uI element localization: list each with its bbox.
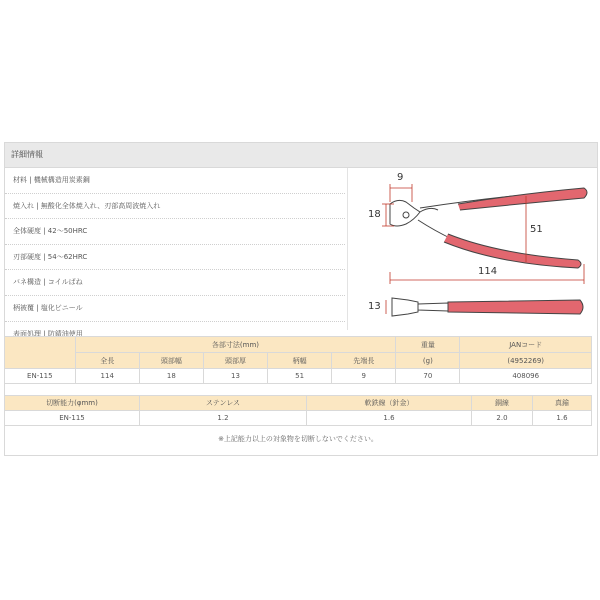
col-overall-length: 全長 (75, 353, 139, 369)
dimensions-table (4, 336, 592, 384)
col-head-width: 頭部幅 (139, 353, 203, 369)
table-row (5, 369, 592, 384)
pliers-drawing (348, 168, 598, 330)
pliers-diagram (347, 168, 598, 330)
value-cell: 13 (203, 369, 267, 384)
model-header-cell (5, 337, 76, 369)
weight-unit: (g) (396, 353, 460, 369)
spec-handle-cover: 柄被覆 | 塩化ビニール (5, 296, 345, 322)
cut-header-stainless: ステンレス (140, 396, 307, 411)
dim-head-thickness: 13 (368, 301, 381, 312)
value-cell: 1.2 (140, 411, 307, 426)
caution-note: ※上記能力以上の対象物を切断しないでください。 (218, 435, 378, 443)
value-cell: 2.0 (472, 411, 533, 426)
pliers-top-view (390, 188, 587, 268)
jan-prefix: (4952269) (460, 353, 592, 369)
model-cell: EN-115 (5, 411, 140, 426)
spec-material: 材料 | 機械構造用炭素鋼 (5, 168, 345, 194)
col-tip-length: 先端長 (332, 353, 396, 369)
dim-handle-width: 51 (530, 224, 543, 235)
dim-head-width: 18 (368, 209, 381, 220)
model-cell: EN-115 (5, 369, 76, 384)
weight-header: 重量 (396, 337, 460, 353)
cut-header-brass: 真鍮 (533, 396, 592, 411)
col-head-thickness: 頭部厚 (203, 353, 267, 369)
spec-surface: 表面処理 | 防錆油使用 (5, 322, 345, 348)
cutting-capacity-table (4, 395, 592, 426)
spec-hardening: 焼入れ | 無酸化全体焼入れ、刃部高周波焼入れ (5, 194, 345, 220)
spec-overall-hardness: 全体硬度 | 42〜50HRC (5, 219, 345, 245)
value-cell: 51 (268, 369, 332, 384)
jan-cell: 408096 (460, 369, 592, 384)
cut-header-soft-wire: 軟鉄線（針金） (307, 396, 472, 411)
value-cell: 114 (75, 369, 139, 384)
spec-spring: バネ構造 | コイルばね (5, 270, 345, 296)
panel-title: 詳細情報 (5, 143, 597, 168)
col-handle-width: 柄幅 (268, 353, 332, 369)
dims-group-header: 各部寸法(mm) (75, 337, 396, 353)
pliers-side-view (392, 298, 583, 316)
jan-header: JANコード (460, 337, 592, 353)
value-cell: 18 (139, 369, 203, 384)
value-cell: 9 (332, 369, 396, 384)
spec-blade-hardness: 刃部硬度 | 54〜62HRC (5, 245, 345, 271)
cut-header-copper: 銅線 (472, 396, 533, 411)
weight-cell: 70 (396, 369, 460, 384)
cut-header-capacity: 切断能力(φmm) (5, 396, 140, 411)
value-cell: 1.6 (307, 411, 472, 426)
table-row (5, 411, 592, 426)
value-cell: 1.6 (533, 411, 592, 426)
spec-list (5, 168, 345, 347)
dim-tip-length: 9 (397, 172, 404, 183)
dim-overall-length: 114 (478, 266, 498, 277)
